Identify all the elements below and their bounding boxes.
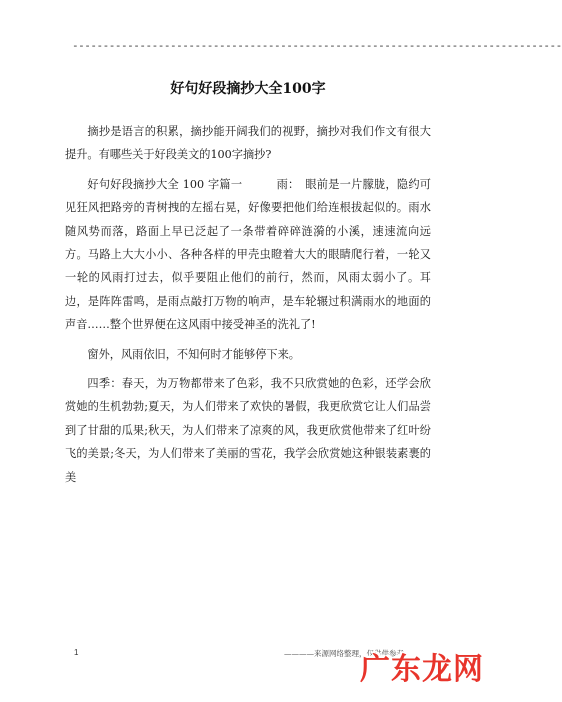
window-paragraph: 窗外，风雨依旧，不知何时才能够停下来。 — [87, 347, 300, 361]
site-watermark-logo: 广东龙网 — [360, 652, 484, 687]
page-title: 好句好段摘抄大全100字 — [170, 81, 326, 97]
article-body — [65, 120, 431, 489]
page-number: 1 — [74, 648, 79, 657]
header-dashed-rule: -------------------------------------------------------------------------------- — [72, 39, 562, 52]
seasons-paragraph: 四季：春天，为万物都带来了色彩，我不只欣赏她的色彩，还学会欣赏她的生机勃勃;夏天，为人们带来了欢快的暑假，我更欣赏它让人们品尝到了甘甜的瓜果;秋天，为人们带来了凉爽的风，我更欣赏他带来了红叶纷飞的美景;冬天，为人们带来了美丽的雪花，我学会欣赏她这种银装素裹的美 — [65, 377, 431, 484]
rain-paragraph: 好句好段摘抄大全 100 字篇一 雨： 眼前是一片朦胧，隐约可见狂风把路旁的青树拽的左摇右晃，好像要把他们给连根拔起似的。雨水随风势而落，路面上早已泛起了一条带着碎碎涟漪的小溪，速速流向远方。马路上大大小小、各种各样的甲壳虫瞪着大大的眼睛爬行着，一轮又一轮的风雨打过去，似乎要阻止他们的前行，然而，风雨太弱小了。耳边，是阵阵雷鸣，是雨点敲打万物的响声，是车轮辗过积满雨水的地面的声音……整个世界便在这风雨中接受神圣的洗礼了! — [65, 177, 431, 332]
intro-paragraph: 摘抄是语言的积累，摘抄能开阔我们的视野，摘抄对我们作文有很大提升。有哪些关于好段美文的100字摘抄? — [65, 125, 431, 162]
source-note: ————来源网络整理，仅供供参考 — [284, 649, 404, 658]
